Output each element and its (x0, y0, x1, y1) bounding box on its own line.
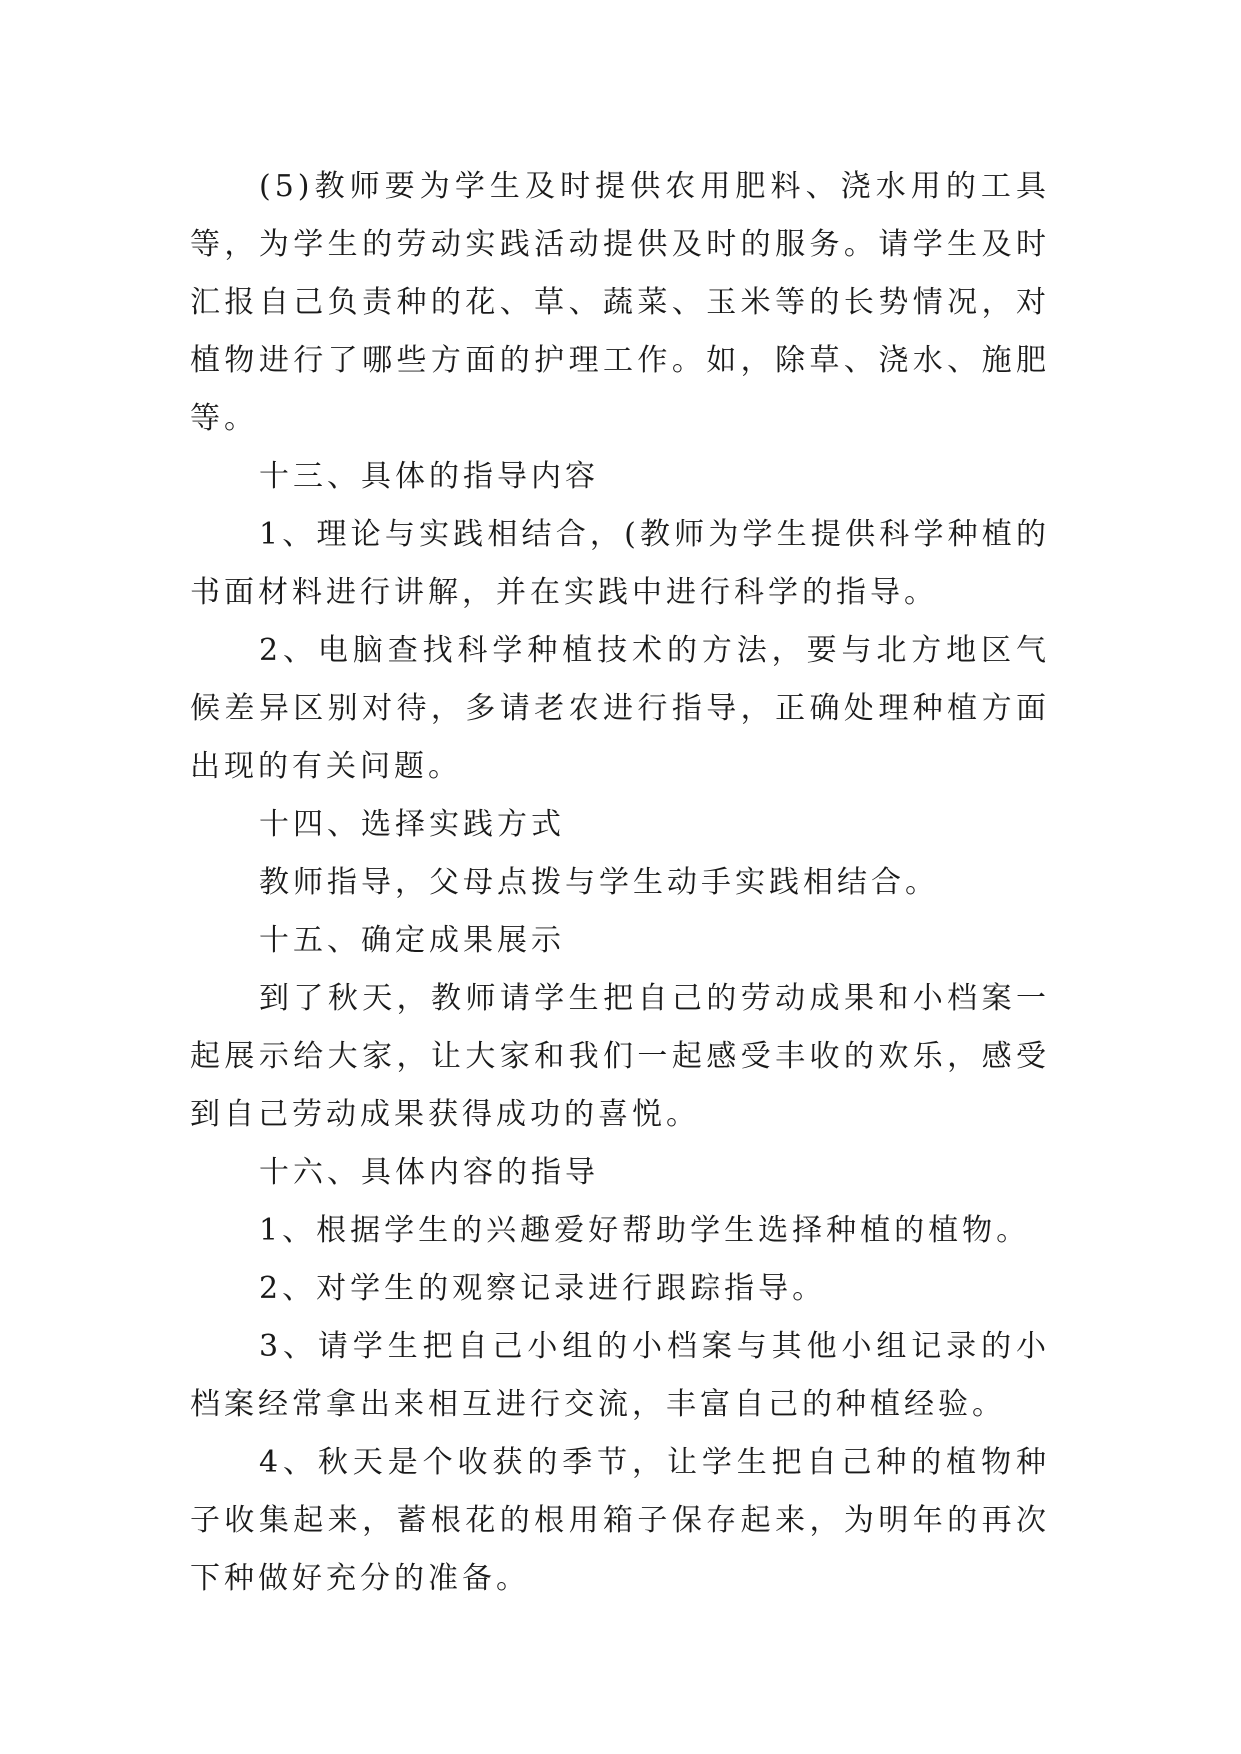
paragraph-fertilizer-tools: (5)教师要为学生及时提供农用肥料、浇水用的工具等，为学生的劳动实践活动提供及时的服务。请学生及时汇报自己负责种的花、草、蔬菜、玉米等的长势情况，对植物进行了哪些方面的护理工作。如，除草、浇水、施肥等。 (190, 169, 1050, 436)
paragraph-seed-collection: 4、秋天是个收获的季节，让学生把自己种的植物种子收集起来，蓄根花的根用箱子保存起来，为明年的再次下种做好充分的准备。 (190, 1445, 1050, 1596)
document-body (190, 158, 1050, 1608)
paragraph-group-exchange: 3、请学生把自己小组的小档案与其他小组记录的小档案经常拿出来相互进行交流，丰富自己的种植经验。 (190, 1329, 1050, 1422)
paragraph-interest-guidance: 1、根据学生的兴趣爱好帮助学生选择种植的植物。 (259, 1213, 1031, 1248)
heading-section-16: 十六、具体内容的指导 (259, 1155, 599, 1190)
paragraph-theory-practice: 1、理论与实践相结合，(教师为学生提供科学种植的书面材料进行讲解，并在实践中进行科学的指导。 (190, 517, 1050, 610)
paragraph-practice-method: 教师指导，父母点拨与学生动手实践相结合。 (259, 865, 939, 900)
paragraph-computer-search: 2、电脑查找科学种植技术的方法，要与北方地区气候差异区别对待，多请老农进行指导，正确处理种植方面出现的有关问题。 (190, 633, 1050, 784)
heading-section-14: 十四、选择实践方式 (259, 807, 565, 842)
paragraph-record-tracking: 2、对学生的观察记录进行跟踪指导。 (259, 1271, 827, 1306)
paragraph-autumn-showcase: 到了秋天，教师请学生把自己的劳动成果和小档案一起展示给大家，让大家和我们一起感受丰收的欢乐，感受到自己劳动成果获得成功的喜悦。 (190, 981, 1050, 1132)
heading-section-15: 十五、确定成果展示 (259, 923, 565, 958)
heading-section-13: 十三、具体的指导内容 (259, 459, 599, 494)
